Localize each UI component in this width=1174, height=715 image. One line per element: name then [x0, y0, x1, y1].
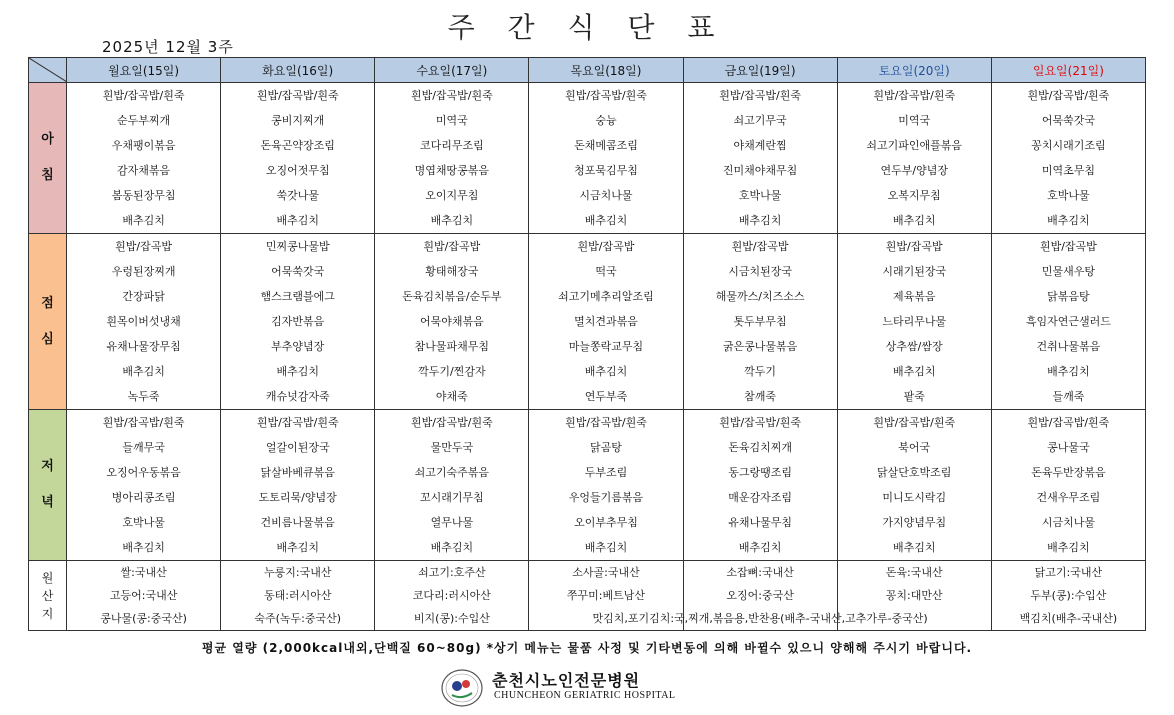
origin-item: 누룽지:국내산	[263, 566, 332, 579]
menu-item: 돈육김치볶음/순두부	[402, 290, 502, 303]
menu-item: 흰밥/잡곡밥/흰죽	[719, 89, 801, 102]
origin-item: 비지(콩):수입산	[413, 612, 490, 625]
menu-item: 미역초무침	[1041, 164, 1095, 177]
menu-item: 미역국	[898, 114, 931, 127]
menu-item: 흰밥/잡곡밥	[577, 240, 635, 253]
menu-item: 건비름나물볶음	[260, 516, 335, 529]
menu-item: 김자반볶음	[271, 315, 325, 328]
menu-item: 흰밥/잡곡밥	[115, 240, 173, 253]
menu-item: 닭볶음탕	[1047, 290, 1090, 303]
day-header-tue: 화요일(16일)	[221, 58, 375, 83]
origin-label	[29, 561, 67, 631]
menu-item: 도토리묵/양념장	[258, 491, 337, 504]
menu-item: 연두부죽	[584, 390, 628, 403]
origin-item: 쭈꾸미:베트남산	[566, 589, 646, 602]
menu-item: 간장파닭	[122, 290, 165, 303]
menu-item: 가지양념무침	[882, 516, 947, 529]
menu-item: 흰밥/잡곡밥/흰죽	[873, 89, 956, 102]
lunch-row	[29, 234, 1146, 410]
breakfast-cell-sat	[837, 83, 991, 234]
menu-item: 부추양념장	[271, 340, 325, 353]
menu-item: 숭늉	[595, 114, 617, 127]
menu-item: 코다리무조림	[419, 139, 484, 152]
hospital-name-en: CHUNCHEON GERIATRIC HOSPITAL	[494, 690, 676, 701]
menu-item: 쇠고기무국	[733, 114, 787, 127]
dinner-cell-thu	[529, 410, 683, 561]
menu-item: 연두부/양념장	[880, 164, 948, 177]
meal-label-char: 아	[41, 132, 54, 147]
menu-item: 민물새우탕	[1041, 265, 1095, 278]
menu-item: 배추김치	[584, 214, 628, 227]
menu-item: 호박나물	[738, 189, 782, 202]
menu-item: 진미채야채무침	[722, 164, 798, 177]
menu-item: 건취나물볶음	[1036, 340, 1101, 353]
menu-item: 시래기된장국	[882, 265, 947, 278]
menu-item: 톳두부무침	[733, 315, 787, 328]
menu-item: 배추김치	[430, 541, 474, 554]
menu-item: 야채죽	[435, 390, 468, 403]
menu-item: 쇠고기파인애플볶음	[866, 139, 963, 152]
day-header-wed: 수요일(17일)	[375, 58, 529, 83]
meal-label-char: 녁	[41, 495, 54, 510]
meal-label-char: 점	[41, 295, 54, 311]
origin-label-char: 지	[41, 606, 54, 621]
menu-item: 미니도시락김	[882, 491, 947, 504]
menu-item: 흰목이버섯냉채	[106, 315, 181, 328]
menu-item: 배추김치	[584, 541, 628, 554]
menu-item: 명엽채땅콩볶음	[414, 164, 490, 177]
menu-item: 야채계란찜	[733, 139, 787, 152]
dinner-cell-mon	[67, 410, 221, 561]
menu-item: 배추김치	[892, 541, 936, 554]
dinner-row	[29, 410, 1146, 561]
menu-item: 봄동된장무침	[111, 189, 176, 202]
menu-item: 시금치나물	[1041, 516, 1095, 529]
menu-item: 돈육김치찌개	[728, 441, 792, 454]
menu-item: 닭살단호박조림	[877, 466, 952, 479]
menu-item: 흰밥/잡곡밥	[885, 240, 943, 253]
day-header-mon: 월요일(15일)	[67, 58, 221, 83]
menu-item: 들깨죽	[1052, 390, 1085, 403]
menu-item: 배추김치	[738, 214, 782, 227]
menu-item: 흰밥/잡곡밥	[731, 240, 789, 253]
menu-item: 유채나물무침	[728, 516, 792, 529]
meal-rows	[29, 83, 1146, 561]
weekly-menu-table	[28, 57, 1146, 631]
origin-item: 소사골:국내산	[572, 566, 640, 579]
calorie-notice: 평균 열량 (2,000kcal내외,단백질 60~80g) *상기 메뉴는 물품 사정 및 기타변동에 의해 바뀔수 있으니 양해해 주시기 바랍니다.	[201, 641, 973, 655]
menu-item: 흰밥/잡곡밥/흰죽	[1027, 89, 1110, 102]
origin-item: 숙주(녹두:중국산)	[254, 612, 342, 625]
breakfast-cell-fri	[683, 83, 837, 234]
menu-item: 배추김치	[122, 541, 165, 554]
breakfast-cell-wed	[375, 83, 529, 234]
menu-item: 캐슈넛감자죽	[265, 390, 330, 403]
menu-item: 마늘쫑락교무침	[568, 340, 644, 353]
breakfast-label	[29, 83, 67, 234]
hospital-name-ko: 춘천시노인전문병원	[492, 671, 641, 690]
menu-item: 미역국	[435, 114, 468, 127]
menu-item: 배추김치	[1047, 214, 1090, 227]
menu-item: 참깨죽	[744, 390, 777, 403]
menu-item: 청포묵김무침	[574, 164, 638, 177]
menu-item: 돈육두반장볶음	[1031, 466, 1106, 479]
menu-item: 어묵쑥갓국	[1041, 114, 1095, 127]
lunch-cell-thu	[529, 234, 683, 410]
menu-item: 호박나물	[122, 516, 165, 529]
menu-item: 멸치견과볶음	[574, 315, 638, 328]
menu-item: 호박나물	[1047, 189, 1090, 202]
menu-item: 배추김치	[276, 365, 319, 378]
menu-item: 감자채볶음	[117, 164, 171, 177]
menu-item: 떡국	[595, 265, 617, 278]
menu-item: 오복지무침	[887, 189, 941, 202]
origin-item: 오징어:중국산	[726, 589, 794, 602]
lunch-label	[29, 234, 67, 410]
origin-item: 닭고기:국내산	[1034, 566, 1103, 579]
origin-item: 꽁치:대만산	[885, 589, 943, 602]
menu-item: 오징어젓무침	[265, 164, 330, 177]
menu-item: 흰밥/잡곡밥/흰죽	[410, 89, 493, 102]
menu-item: 배추김치	[1047, 541, 1090, 554]
menu-item: 배추김치	[122, 365, 165, 378]
dinner-cell-sun	[991, 410, 1145, 561]
menu-item: 어묵쑥갓국	[271, 265, 325, 278]
corner-cell	[29, 58, 67, 83]
lunch-cell-fri	[683, 234, 837, 410]
diagonal-line	[29, 58, 67, 82]
day-header-row	[29, 58, 1146, 83]
menu-item: 콩나물국	[1047, 441, 1090, 454]
menu-item: 해물까스/치즈소스	[715, 290, 805, 303]
lunch-cell-sun	[991, 234, 1145, 410]
menu-item: 돈채메콤조림	[574, 139, 638, 152]
menu-item: 콩비지찌개	[271, 114, 325, 127]
menu-item: 얼갈이된장국	[265, 441, 330, 454]
menu-item: 깍두기/찐감자	[418, 365, 486, 378]
dinner-cell-tue	[221, 410, 375, 561]
menu-item: 매운감자조림	[728, 491, 792, 504]
menu-item: 꼬시래기무침	[419, 491, 484, 504]
menu-item: 제육볶음	[892, 290, 936, 303]
menu-item: 배추김치	[276, 541, 319, 554]
menu-item: 꽁치시래기조림	[1031, 139, 1106, 152]
origin-cell-mon	[67, 561, 221, 631]
menu-item: 쇠고기숙주볶음	[414, 466, 490, 479]
menu-item: 우렁된장찌개	[111, 265, 176, 278]
menu-item: 물만두국	[430, 441, 474, 454]
day-header-thu: 목요일(18일)	[529, 58, 683, 83]
menu-item: 황태해장국	[425, 265, 479, 278]
hospital-logo-icon	[440, 668, 484, 712]
origin-item: 콩나물(콩:중국산)	[100, 612, 187, 625]
menu-item: 오징어우동볶음	[106, 466, 181, 479]
dinner-cell-wed	[375, 410, 529, 561]
menu-item: 어묵야채볶음	[419, 315, 484, 328]
menu-item: 배추김치	[584, 365, 628, 378]
menu-item: 민찌콩나물밥	[265, 240, 330, 253]
menu-item: 배추김치	[892, 365, 936, 378]
menu-item: 흰밥/잡곡밥/흰죽	[1027, 416, 1110, 429]
menu-item: 흰밥/잡곡밥/흰죽	[565, 89, 647, 102]
menu-item: 흑임자연근샐러드	[1025, 315, 1111, 328]
day-header-sun: 일요일(21일)	[991, 58, 1145, 83]
menu-item: 시금치된장국	[728, 265, 792, 278]
origin-item: 두부(콩):수입산	[1030, 589, 1107, 602]
menu-item: 녹두죽	[127, 390, 160, 403]
origin-cell-sun	[991, 561, 1145, 631]
breakfast-cell-thu	[529, 83, 683, 234]
breakfast-cell-mon	[67, 83, 221, 234]
menu-item: 흰밥/잡곡밥/흰죽	[873, 416, 956, 429]
origin-item: 소잡뼈:국내산	[726, 566, 794, 579]
menu-item: 참나물파채무침	[414, 340, 490, 353]
origin-item: 백김치(배추-국내산)	[1019, 612, 1118, 625]
menu-item: 들깨무국	[122, 441, 165, 454]
lunch-cell-sat	[837, 234, 991, 410]
meal-label-char: 심	[41, 331, 54, 347]
lunch-cell-mon	[67, 234, 221, 410]
menu-item: 깍두기	[744, 365, 777, 378]
menu-item: 동그랑땡조림	[728, 466, 792, 479]
menu-item: 흰밥/잡곡밥	[1039, 240, 1097, 253]
menu-item: 배추김치	[1047, 365, 1090, 378]
origin-label-char: 산	[41, 588, 54, 603]
menu-item: 흰밥/잡곡밥/흰죽	[565, 416, 647, 429]
menu-item: 배추김치	[738, 541, 782, 554]
page-title: 주 간 식 단 표	[447, 11, 727, 44]
breakfast-cell-tue	[221, 83, 375, 234]
lunch-cell-wed	[375, 234, 529, 410]
meal-label-char: 침	[41, 168, 54, 183]
menu-item: 흰밥/잡곡밥	[423, 240, 481, 253]
meal-label-char: 저	[41, 459, 54, 474]
menu-item: 병아리콩조림	[111, 491, 176, 504]
menu-item: 배추김치	[430, 214, 474, 227]
menu-item: 오이부추무침	[574, 516, 638, 529]
menu-item: 배추김치	[276, 214, 319, 227]
dinner-label	[29, 410, 67, 561]
day-header-sat: 토요일(20일)	[837, 58, 991, 83]
menu-item: 흰밥/잡곡밥/흰죽	[102, 416, 185, 429]
menu-item: 햄스크램블에그	[260, 290, 335, 303]
menu-item: 순두부찌개	[117, 114, 171, 127]
origin-item: 코다리:러시아산	[412, 589, 491, 602]
day-header-fri: 금요일(19일)	[683, 58, 837, 83]
menu-item: 팥죽	[903, 390, 925, 403]
menu-item: 상추쌈/쌈장	[885, 340, 943, 353]
menu-item: 돈육곤약장조림	[260, 139, 335, 152]
origin-item: 쌀:국내산	[120, 566, 167, 579]
kimchi-note-row	[592, 607, 928, 630]
menu-item: 닭살바베큐볶음	[260, 466, 335, 479]
origin-item: 고등어:국내산	[109, 589, 178, 602]
menu-item: 닭곰탕	[590, 441, 622, 454]
menu-item: 흰밥/잡곡밥/흰죽	[102, 89, 185, 102]
menu-item: 북어국	[898, 441, 931, 454]
menu-item: 두부조림	[584, 466, 628, 479]
menu-item: 유채나물장무침	[106, 340, 181, 353]
menu-item: 흰밥/잡곡밥/흰죽	[719, 416, 801, 429]
menu-item: 느타리무나물	[882, 315, 947, 328]
menu-item: 흰밥/잡곡밥/흰죽	[410, 416, 493, 429]
menu-item: 쑥갓나물	[276, 189, 319, 202]
origin-cell-tue	[221, 561, 375, 631]
menu-item: 쇠고기메추리알조림	[558, 290, 654, 303]
dinner-cell-fri	[683, 410, 837, 561]
menu-item: 시금치나물	[579, 189, 633, 202]
origin-label-char: 원	[41, 570, 54, 585]
menu-item: 열무나물	[430, 516, 474, 529]
origin-row	[29, 561, 1146, 631]
origin-cell-wed	[375, 561, 529, 631]
menu-item: 우엉들기름볶음	[568, 491, 644, 504]
menu-item: 배추김치	[892, 214, 936, 227]
menu-item: 오이지무침	[425, 189, 479, 202]
kimchi-origin-note: 맛김치,포기김치:국,찌개,볶음용,반찬용(배추-국내산,고추가루-중국산)	[592, 612, 928, 625]
origin-item: 돈육:국내산	[885, 566, 943, 579]
menu-item: 흰밥/잡곡밥/흰죽	[256, 416, 339, 429]
breakfast-cell-sun	[991, 83, 1145, 234]
menu-item: 우채팽이볶음	[111, 139, 176, 152]
dinner-cell-sat	[837, 410, 991, 561]
breakfast-row	[29, 83, 1146, 234]
menu-item: 건새우무조림	[1036, 491, 1101, 504]
week-subtitle: 2025년 12월 3주	[102, 38, 234, 56]
origin-item: 동태:러시아산	[263, 589, 332, 602]
menu-item: 배추김치	[122, 214, 165, 227]
lunch-cell-tue	[221, 234, 375, 410]
origin-item: 쇠고기:호주산	[418, 566, 486, 579]
menu-item: 흰밥/잡곡밥/흰죽	[256, 89, 339, 102]
menu-item: 굵은콩나물볶음	[722, 340, 798, 353]
